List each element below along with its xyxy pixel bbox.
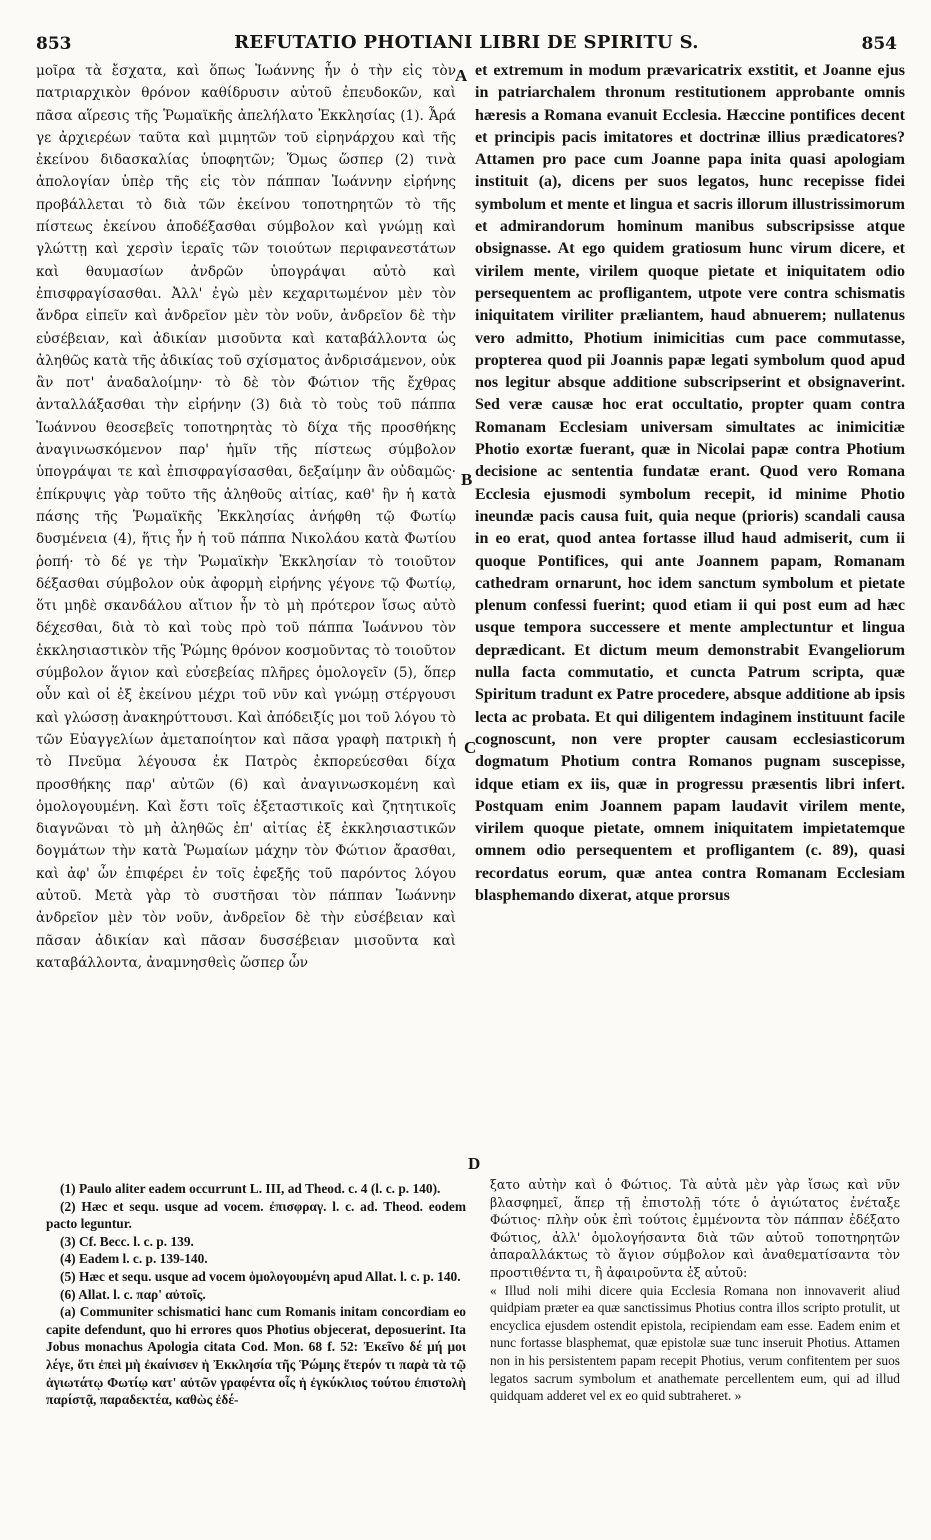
latin-text: et extremum in modum prævaricatrix exstitit, et Joanne ejus in patriarchalem thronum restitutionem approbante omnis hæresis a Romana evanuit Ecclesia. Hæccine pontifices decent et principis pacis imitatores et doctrinæ illius prædicatores? Attamen pro pace cum Joanne papa inita quasi apologiam instituit (a), dicens per suos legatos, hunc recepisse fidei symbolum et mente et lingua et sacris illorum illustrissimorum et admirandorum hominum manibus subscripsisse atque obsignasse. At ego quidem gratiosum hunc virum dicere, et virilem mente, virilem quoque pietate et iniquitatem odio persequentem ac profligantem, utpote vere contra schismatis iniquitatem viriliter præliantem, haud abnuerem; nullatenus vero admitto, Photium inimicitias cum pace commutasse, propterea quod pii Joannis papæ legati symbolum quod apud nos legitur absque additione subscripserint et obsignaverint. Sed veræ causæ hoc erat occultatio, propter quam contra Romanam Ecclesiam universam simultates ac inimicitiæ Photio exortæ fuerant, quæ in Nicolai papæ contra Photium decisione ac sententia fundatæ erant. Quod vero Romana Ecclesia ejusmodi symbolum recepit, id minime Photio ineundæ pacis causa fuit, quia neque (prioris) scandali causa in eo erat, quod antea fortasse illud haud admiserit, cum ii quoque Pontifices, qui ante Joannem papam, Romanam cathedram ornarunt, hoc idem sanctum symbolum et pietate plenum confessi fuerint; quod etiam ii qui post eum ad hæc usque tempora successere et mente amplectuntur et lingua deprædicant. Et dictum meum demonstrabit Evangeliorum nulla facta commutatio, et cuncta Patrum scripta, quæ Spiritum tradunt ex Patre procedere, absque additione ab ipsis lecta ac probata. Et qui diligentem indaginem instituunt facile cognoscunt, non vere propter causam ecclesiasticorum dogmatum Photium contra Romanos pugnam suscepisse, idque etiam ex iis, quæ in progressu præsentis libri infert. Postquam enim Joannem papam laudavit virilem mente, virilem quoque pietate, omnem iniquitatem impietatemque omnem odio persequentem et profligantem (c. 89), quasi recordatus eorum, quæ antea contra Romanam Ecclesiam blasphemando dixerat, atque prorsus xyxy=(475,62,905,904)
footnote: (a) Communiter schismatici hanc cum Romanis initam concordiam eo capite defendunt, quo hi errores quos Photius objecerat, deposuerint. Ita Jobus monachus Apologia citata Cod. Mon. 68 f. 52: Ἐκεῖνο δέ μή μοι λέγε, ὅτι ἐπεὶ μὴ ἐκαίνισεν ἡ Ἐκκλησία τῆς Ῥώμης ἕτερόν τι παρὰ τὰ τῷ ἁγιωτάτῳ Φωτίῳ κατ' αὐτῶν γραφέντα οἷς ἡ ἐγκύκλιος τούτου ἐπιστολὴ παρίστᾷ, παραδεκτέα, καθὼς ἐδέ- xyxy=(46,1304,466,1408)
margin-mark-c: C xyxy=(464,738,477,757)
footnote: (3) Cf. Becc. l. c. p. 139. xyxy=(60,1233,194,1249)
footnote: (4) Eadem l. c. p. 139-140. xyxy=(60,1251,208,1267)
greek-column xyxy=(36,60,456,1168)
footnotes-right xyxy=(490,1176,900,1506)
margin-mark-d: D xyxy=(468,1154,481,1173)
margin-mark-a: A xyxy=(455,66,468,85)
greek-text: μοῖρα τὰ ἔσχατα, καὶ ὅπως Ἰωάννης ἦν ὁ τὴν εἰς τὸν πατριαρχικὸν θρόνον καθίδρυσιν αὐτοῦ ἐπευδοκῶν, καὶ πᾶσα αἵρεσις τῆς Ῥωμαϊκῆς ἀπελήλατο Ἐκκλησίας (1). Ἆρά γε ἀρχιερέων ταῦτα καὶ μιμητῶν τοῦ εἰρηνάρχου καὶ τῆς ἐκείνου διδασκαλίας ὑποφητῶν; Ὅμως ὥσπερ (2) τινὰ ἀπολογίαν ὑπὲρ τῆς εἰς τὸν πάππαν Ἰωάννην εἰρήνης προβάλλεται τὸ διὰ τῶν ἐκείνου τοποτηρητῶν τὸ τῆς πίστεως ἐκείνου ἀποδέξασθαι σύμβολον καὶ γνώμῃ καὶ γλώττῃ καὶ χερσὶν ἱεραῖς τῶν τοιούτων περιφανεστάτων καὶ θαυμασίων ἀνδρῶν ὑπογράψαι αὐτὸ καὶ ἐπισφραγίσασθαι. Ἀλλ' ἐγὼ μὲν κεχαριτωμένον μὲν τὸν ἄνδρα εἰπεῖν καὶ ἀνδρεῖον μὲν τὸν νοῦν, ἀνδρεῖον δὲ τὴν εὐσέβειαν, καὶ ἀδικίαν μισοῦντα καὶ καταβάλλοντα ὡς ἀληθῶς κατὰ τῆς ἀδικίας τοῦ σχίσματος ἀνδρισάμενον, οὐκ ἂν ποτ' ἀναδαλοίμην· τὸ δὲ τὸν Φώτιον τῆς ἔχθρας ἀνταλλάξασθαι τὴν εἰρήνην (3) διὰ τὸ τοὺς τοῦ πάππα Ἰωάννου θεοσεβεῖς τοποτηρητὰς τὸ δίχα τῆς προσθήκης ἀναγινωσκόμενον παρ' ἡμῖν τῆς πίστεως σύμβολον ὑπογράψαι τε καὶ ἐπισφραγίσασθαι, δεξαίμην ἂν οὐδαμῶς· ἐπίκρυψις γὰρ τοῦτο τῆς ἀληθοῦς αἰτίας, καθ' ἣν ἡ κατὰ πάσης τῆς Ῥωμαϊκῆς Ἐκκλησίας ἀνήφθη τῷ Φωτίῳ δυσμένεια (4), ἥτις ἦν ἡ τοῦ πάππα Νικολάου κατὰ Φωτίου ῥοπή· τὸ δέ γε τὴν Ῥωμαϊκὴν Ἐκκλησίαν τὸ τοιοῦτον δέξασθαι σύμβολον οὐκ ἀφορμὴ εἰρήνης γέγονε τῷ Φωτίῳ, ὅτι μηδὲ σκανδάλου αἴτιον ἦν τὸ μὴ πρότερον ἴσως αὐτὸ δέχεσθαι, διὰ τὸ καὶ τοὺς πρὸ τοῦ πάππα Ἰωάννου τὸν ἐκκλησιαστικὸν τῆς Ῥώμης θρόνον κοσμοῦντας τὸ τοιοῦτον σύμβολον ἅγιον καὶ εὐσεβείας πλῆρες ὁμολογεῖν (5), ὅπερ οὖν καὶ οἱ ἐξ ἐκείνου μέχρι τοῦ νῦν καὶ γνώμῃ στέργουσι καὶ γλώσσῃ ἀνακηρύττουσι. Καὶ ἀπόδειξίς μοι τοῦ λόγου τὸ τῶν Εὐαγγελίων ἀμεταποίητον καὶ πᾶσα γραφὴ πατρικὴ ἡ τὸ Πνεῦμα λέγουσα ἐκ Πατρὸς ἐκπορεύεσθαι δίχα προσθήκης παρ' αὐτῶν (6) καὶ ἀναγινωσκομένη καὶ ὁμολογουμένη. Καὶ ἔστι τοῖς ἐξεταστικοῖς καὶ ζητητικοῖς διαγνῶναι τὸ μὴ ἀληθῶς ἐπ' αἰτίας ἐξ ἐκκλησιαστικῶν δογμάτων τὴν κατὰ Ῥωμαίων μάχην τὸν Φώτιον ἄρασθαι, καὶ ἀφ' ὧν ἐπιφέρει ἐν τοῖς ἐφεξῆς τοῦ παρόντος λόγου αὐτοῦ. Μετὰ γὰρ τὸ συστῆσαι τὸν πάππαν Ἰωάννην ἀνδρεῖον μὲν τὸν νοῦν, ἀνδρεῖον δὲ τὴν εὐσέβειαν καὶ πᾶσαν ἀδικίαν καὶ πᾶσαν δυσσέβειαν μισοῦντα καὶ καταβάλλοντα, ἀναμνησθεὶς ὥσπερ ὧν xyxy=(36,63,456,971)
footnote-continuation-latin: « Illud noli mihi dicere quia Ecclesia Romana non innovaverit aliud quidpiam præter ea quæ sanctissimus Photius contra illos scripto protulit, ut encyclica ejusdem ostendit epistola, recipiendam eam esse. Eadem enim et nunc fortasse blasphemat, quæ epistolæ suæ tunc inseruit Photius. Attamen non in his persistentem papam recepit Photius, verum confitentem per suos legatos sacrum symbolum et anathemate percellentem eum, qui ad illud quidquam adderet vel ex eo quid subtraheret. » xyxy=(490,1282,900,1404)
footnote: (1) Paulo aliter eadem occurrunt L. III, ad Theod. c. 4 (l. c. p. 140). xyxy=(60,1181,441,1196)
footnotes-left xyxy=(46,1180,466,1510)
footnote: (6) Allat. l. c. παρ' αὐτοῖς. xyxy=(60,1286,206,1302)
footnote: (5) Hæc et sequ. usque ad vocem ὁμολογουμένη apud Allat. l. c. p. 140. xyxy=(60,1268,461,1284)
margin-mark-b: B xyxy=(461,470,473,489)
page-number-left: 853 xyxy=(36,34,72,54)
footnote: (2) Hæc et sequ. usque ad vocem. ἐπισφραγ. l. c. ad. Theod. eodem pacto leguntur. xyxy=(46,1198,466,1232)
page-header xyxy=(36,16,897,56)
footnote-continuation-greek: ξατο αὐτὴν καὶ ὁ Φώτιος. Τὰ αὐτὰ μὲν γὰρ ἴσως καὶ νῦν βλασφημεῖ, ἅπερ τῇ ἐπιστολῇ τότε ὁ ἁγιώτατος ἐνέταξε Φώτιος· πλὴν οὐκ ἐπὶ τούτοις ἐμμένοντα τὸν πάππαν ἐδέξατο Φώτιος, ἀλλ' ὁμολογήσαντα διὰ τῶν αὐτοῦ τοποτηρητῶν ἀπαραλλάκτως τὸ ἅγιον σύμβολον καὶ ἀναθεματίσαντα τὸν προστιθέντα τι, ἢ ἀφαιροῦντα ἐξ αὐτοῦ: xyxy=(490,1177,900,1280)
latin-column xyxy=(475,60,905,1168)
running-title: REFUTATIO PHOTIANI LIBRI DE SPIRITU S. xyxy=(234,32,699,53)
page-number-right: 854 xyxy=(861,34,897,54)
